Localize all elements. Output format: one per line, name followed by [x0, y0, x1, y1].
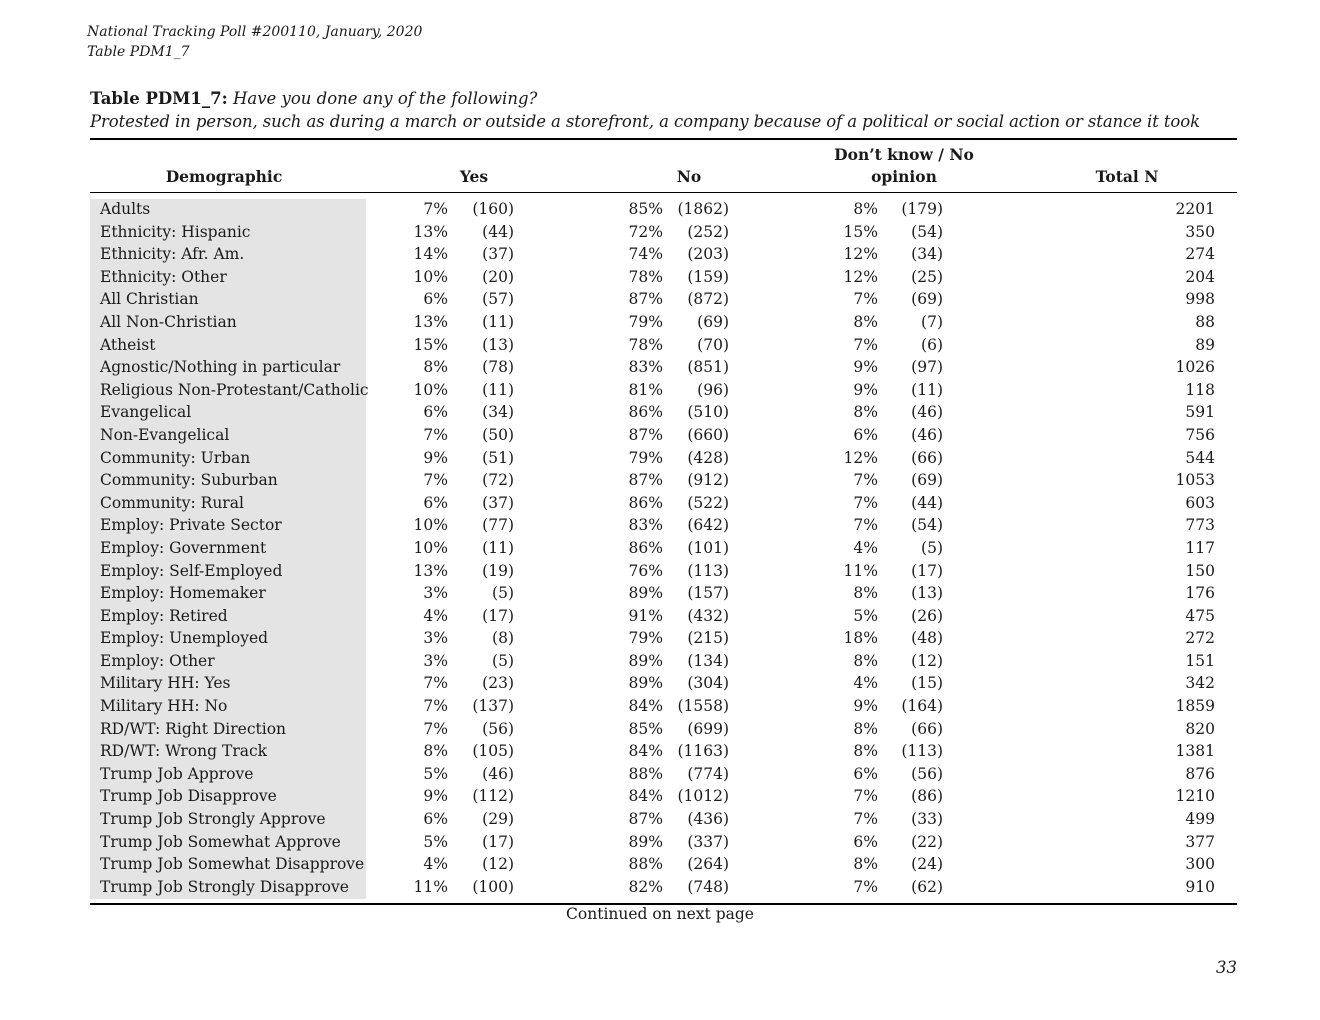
table-row [0, 808, 1320, 831]
no-count: (113) [687, 561, 729, 580]
yes-count: (57) [482, 290, 514, 309]
dont-know-count: (113) [901, 742, 943, 761]
dont-know-count: (33) [911, 810, 943, 829]
no-count: (1163) [677, 742, 729, 761]
table-title-label: Table PDM1_7: [90, 89, 228, 108]
row-label: Employ: Self-Employed [100, 561, 283, 580]
row-label: Agnostic/Nothing in particular [100, 358, 341, 377]
total-n: 603 [1185, 493, 1215, 512]
yes-percent: 4% [423, 855, 448, 874]
table-question: Have you done any of the following? [232, 89, 538, 108]
total-n: 377 [1185, 832, 1215, 851]
dont-know-count: (69) [911, 290, 943, 309]
dont-know-percent: 8% [853, 651, 878, 670]
dont-know-percent: 11% [843, 561, 878, 580]
dont-know-count: (54) [911, 516, 943, 535]
no-percent: 85% [628, 719, 663, 738]
no-percent: 82% [628, 877, 663, 896]
no-percent: 89% [628, 674, 663, 693]
no-percent: 88% [628, 855, 663, 874]
yes-count: (56) [482, 719, 514, 738]
col-header-dont-know-line1: Don’t know / No [834, 145, 974, 164]
no-count: (851) [687, 358, 729, 377]
yes-count: (29) [482, 810, 514, 829]
row-label: All Christian [100, 290, 199, 309]
dont-know-percent: 12% [843, 245, 878, 264]
total-n: 1859 [1175, 697, 1215, 716]
dont-know-count: (6) [921, 335, 943, 354]
table-row [0, 763, 1320, 786]
table-row [0, 334, 1320, 357]
table-row [0, 492, 1320, 515]
no-count: (215) [687, 629, 729, 648]
table-row [0, 627, 1320, 650]
yes-count: (34) [482, 403, 514, 422]
dont-know-percent: 7% [853, 810, 878, 829]
total-n: 176 [1185, 584, 1215, 603]
no-count: (428) [687, 448, 729, 467]
row-label: Ethnicity: Hispanic [100, 222, 251, 241]
row-label: Ethnicity: Afr. Am. [100, 245, 245, 264]
yes-percent: 3% [423, 629, 448, 648]
table-row [0, 537, 1320, 560]
dont-know-percent: 7% [853, 471, 878, 490]
no-count: (70) [697, 335, 729, 354]
table-row [0, 198, 1320, 221]
col-header-total-n: Total N [1095, 167, 1159, 186]
dont-know-count: (48) [911, 629, 943, 648]
table-row [0, 560, 1320, 583]
table-row [0, 514, 1320, 537]
yes-percent: 7% [423, 674, 448, 693]
row-label: Community: Rural [100, 493, 244, 512]
col-header-yes: Yes [459, 167, 489, 186]
total-n: 998 [1185, 290, 1215, 309]
table-row [0, 447, 1320, 470]
yes-percent: 4% [423, 606, 448, 625]
yes-percent: 3% [423, 584, 448, 603]
page-number: 33 [1216, 958, 1237, 977]
total-n: 773 [1185, 516, 1215, 535]
table-body [0, 198, 1320, 898]
dont-know-percent: 9% [853, 358, 878, 377]
no-percent: 87% [628, 290, 663, 309]
yes-percent: 13% [413, 222, 448, 241]
yes-count: (105) [472, 742, 514, 761]
dont-know-percent: 15% [843, 222, 878, 241]
no-count: (101) [687, 538, 729, 557]
dont-know-count: (46) [911, 403, 943, 422]
no-count: (510) [687, 403, 729, 422]
dont-know-count: (56) [911, 764, 943, 783]
total-n: 475 [1185, 606, 1215, 625]
table-row [0, 243, 1320, 266]
yes-count: (11) [482, 380, 514, 399]
row-label: Community: Urban [100, 448, 251, 467]
no-count: (774) [687, 764, 729, 783]
no-count: (699) [687, 719, 729, 738]
yes-count: (46) [482, 764, 514, 783]
no-count: (252) [687, 222, 729, 241]
dont-know-count: (34) [911, 245, 943, 264]
row-label: Trump Job Disapprove [100, 787, 277, 806]
total-n: 544 [1185, 448, 1215, 467]
table-row [0, 356, 1320, 379]
yes-count: (78) [482, 358, 514, 377]
no-percent: 89% [628, 651, 663, 670]
table-row [0, 401, 1320, 424]
total-n: 204 [1185, 267, 1215, 286]
col-header-no: No [676, 167, 702, 186]
total-n: 756 [1185, 425, 1215, 444]
yes-percent: 7% [423, 425, 448, 444]
yes-count: (37) [482, 493, 514, 512]
row-label: Community: Suburban [100, 471, 278, 490]
dont-know-count: (86) [911, 787, 943, 806]
no-count: (660) [687, 425, 729, 444]
yes-count: (23) [482, 674, 514, 693]
dont-know-percent: 7% [853, 787, 878, 806]
dont-know-percent: 8% [853, 719, 878, 738]
table-row [0, 605, 1320, 628]
total-n: 272 [1185, 629, 1215, 648]
dont-know-count: (13) [911, 584, 943, 603]
row-label: Employ: Homemaker [100, 584, 266, 603]
total-n: 342 [1185, 674, 1215, 693]
dont-know-percent: 12% [843, 267, 878, 286]
yes-percent: 14% [413, 245, 448, 264]
yes-percent: 11% [413, 877, 448, 896]
row-label: Employ: Unemployed [100, 629, 269, 648]
yes-percent: 8% [423, 358, 448, 377]
no-percent: 86% [628, 493, 663, 512]
no-percent: 84% [628, 742, 663, 761]
yes-count: (13) [482, 335, 514, 354]
dont-know-percent: 6% [853, 425, 878, 444]
row-label: Evangelical [100, 403, 192, 422]
no-count: (304) [687, 674, 729, 693]
yes-percent: 7% [423, 719, 448, 738]
yes-percent: 6% [423, 290, 448, 309]
no-percent: 74% [628, 245, 663, 264]
table-row [0, 672, 1320, 695]
no-count: (159) [687, 267, 729, 286]
row-label: Employ: Private Sector [100, 516, 282, 535]
yes-percent: 10% [413, 538, 448, 557]
row-label: All Non-Christian [100, 312, 237, 331]
table-row [0, 876, 1320, 899]
yes-percent: 6% [423, 493, 448, 512]
col-header-dont-know-line2: opinion [871, 167, 937, 186]
total-n: 1210 [1175, 787, 1215, 806]
yes-count: (11) [482, 312, 514, 331]
yes-count: (112) [472, 787, 514, 806]
yes-percent: 7% [423, 697, 448, 716]
yes-count: (72) [482, 471, 514, 490]
table-row [0, 221, 1320, 244]
dont-know-percent: 5% [853, 606, 878, 625]
dont-know-count: (26) [911, 606, 943, 625]
running-header-title: National Tracking Poll #200110, January, 2020 [87, 24, 423, 40]
dont-know-percent: 7% [853, 493, 878, 512]
total-n: 150 [1185, 561, 1215, 580]
yes-percent: 15% [413, 335, 448, 354]
no-count: (1862) [677, 200, 729, 218]
table-subtitle: Protested in person, such as during a march or outside a storefront, a company because of a political or social action or stance it took [90, 112, 1200, 131]
header-rule [90, 192, 1237, 193]
no-count: (872) [687, 290, 729, 309]
total-n: 274 [1185, 245, 1215, 264]
yes-count: (17) [482, 832, 514, 851]
table-row [0, 311, 1320, 334]
yes-count: (77) [482, 516, 514, 535]
row-label: RD/WT: Wrong Track [100, 742, 268, 761]
yes-count: (160) [472, 200, 514, 218]
no-percent: 83% [628, 358, 663, 377]
total-n: 117 [1185, 538, 1215, 557]
table-row [0, 582, 1320, 605]
yes-percent: 6% [423, 403, 448, 422]
no-percent: 88% [628, 764, 663, 783]
total-n: 1026 [1175, 358, 1215, 377]
dont-know-count: (66) [911, 719, 943, 738]
row-label: Employ: Other [100, 651, 215, 670]
no-percent: 79% [628, 448, 663, 467]
yes-count: (12) [482, 855, 514, 874]
total-n: 820 [1185, 719, 1215, 738]
yes-percent: 8% [423, 742, 448, 761]
no-percent: 81% [628, 380, 663, 399]
dont-know-percent: 9% [853, 380, 878, 399]
no-percent: 87% [628, 810, 663, 829]
table-row [0, 718, 1320, 741]
no-count: (642) [687, 516, 729, 535]
yes-percent: 10% [413, 516, 448, 535]
total-n: 1053 [1175, 471, 1215, 490]
table-row [0, 831, 1320, 854]
dont-know-percent: 7% [853, 877, 878, 896]
dont-know-count: (7) [921, 312, 943, 331]
dont-know-count: (62) [911, 877, 943, 896]
row-label: Military HH: Yes [100, 674, 231, 693]
row-label: Trump Job Somewhat Disapprove [100, 855, 365, 874]
dont-know-percent: 4% [853, 538, 878, 557]
no-count: (432) [687, 606, 729, 625]
table-row [0, 379, 1320, 402]
no-count: (1012) [677, 787, 729, 806]
dont-know-count: (164) [901, 697, 943, 716]
no-percent: 79% [628, 629, 663, 648]
yes-count: (20) [482, 267, 514, 286]
dont-know-percent: 9% [853, 697, 878, 716]
table-row [0, 650, 1320, 673]
dont-know-count: (54) [911, 222, 943, 241]
continued-note: Continued on next page [566, 905, 754, 923]
yes-percent: 10% [413, 380, 448, 399]
yes-percent: 6% [423, 810, 448, 829]
dont-know-count: (44) [911, 493, 943, 512]
total-n: 591 [1185, 403, 1215, 422]
dont-know-count: (25) [911, 267, 943, 286]
yes-count: (50) [482, 425, 514, 444]
no-percent: 87% [628, 471, 663, 490]
yes-percent: 10% [413, 267, 448, 286]
dont-know-percent: 6% [853, 832, 878, 851]
no-percent: 72% [628, 222, 663, 241]
yes-count: (17) [482, 606, 514, 625]
dont-know-count: (66) [911, 448, 943, 467]
yes-percent: 9% [423, 448, 448, 467]
no-percent: 89% [628, 584, 663, 603]
dont-know-percent: 8% [853, 584, 878, 603]
dont-know-percent: 7% [853, 290, 878, 309]
row-label: Employ: Government [100, 538, 267, 557]
table-title [90, 88, 537, 110]
no-count: (522) [687, 493, 729, 512]
no-count: (912) [687, 471, 729, 490]
table-row [0, 288, 1320, 311]
table-row [0, 695, 1320, 718]
total-n: 118 [1185, 380, 1215, 399]
dont-know-percent: 8% [853, 403, 878, 422]
no-count: (134) [687, 651, 729, 670]
row-label: Military HH: No [100, 697, 228, 716]
yes-count: (19) [482, 561, 514, 580]
row-label: Trump Job Strongly Disapprove [100, 877, 349, 896]
no-count: (96) [697, 380, 729, 399]
row-label: Trump Job Somewhat Approve [100, 832, 341, 851]
col-header-dont-know [804, 144, 1004, 188]
no-percent: 78% [628, 335, 663, 354]
yes-percent: 5% [423, 832, 448, 851]
row-label: Trump Job Approve [100, 764, 254, 783]
table-row [0, 469, 1320, 492]
dont-know-percent: 8% [853, 312, 878, 331]
yes-count: (8) [492, 629, 514, 648]
no-count: (203) [687, 245, 729, 264]
no-percent: 78% [628, 267, 663, 286]
yes-count: (100) [472, 877, 514, 896]
yes-count: (51) [482, 448, 514, 467]
total-n: 89 [1195, 335, 1215, 354]
row-label: Employ: Retired [100, 606, 228, 625]
total-n: 910 [1185, 877, 1215, 896]
no-count: (1558) [677, 697, 729, 716]
no-percent: 89% [628, 832, 663, 851]
yes-count: (44) [482, 222, 514, 241]
no-percent: 84% [628, 787, 663, 806]
dont-know-percent: 8% [853, 200, 878, 218]
no-percent: 87% [628, 425, 663, 444]
dont-know-count: (22) [911, 832, 943, 851]
total-n: 88 [1195, 312, 1215, 331]
yes-count: (37) [482, 245, 514, 264]
dont-know-count: (11) [911, 380, 943, 399]
yes-count: (11) [482, 538, 514, 557]
row-label: Non-Evangelical [100, 425, 230, 444]
table-row [0, 424, 1320, 447]
total-n: 151 [1185, 651, 1215, 670]
no-percent: 85% [628, 200, 663, 218]
yes-percent: 13% [413, 561, 448, 580]
no-percent: 76% [628, 561, 663, 580]
dont-know-count: (179) [901, 200, 943, 218]
yes-count: (5) [492, 651, 514, 670]
yes-percent: 9% [423, 787, 448, 806]
dont-know-percent: 7% [853, 516, 878, 535]
table-row [0, 785, 1320, 808]
no-percent: 86% [628, 403, 663, 422]
no-percent: 79% [628, 312, 663, 331]
table-row [0, 266, 1320, 289]
yes-percent: 3% [423, 651, 448, 670]
no-count: (69) [697, 312, 729, 331]
dont-know-count: (12) [911, 651, 943, 670]
total-n: 499 [1185, 810, 1215, 829]
row-label: Trump Job Strongly Approve [100, 810, 326, 829]
dont-know-count: (17) [911, 561, 943, 580]
dont-know-percent: 4% [853, 674, 878, 693]
yes-percent: 7% [423, 471, 448, 490]
row-label: Atheist [100, 335, 156, 354]
row-label: Ethnicity: Other [100, 267, 227, 286]
dont-know-percent: 7% [853, 335, 878, 354]
dont-know-count: (24) [911, 855, 943, 874]
table-row [0, 853, 1320, 876]
yes-percent: 13% [413, 312, 448, 331]
yes-count: (137) [472, 697, 514, 716]
total-n: 350 [1185, 222, 1215, 241]
dont-know-percent: 8% [853, 855, 878, 874]
dont-know-count: (46) [911, 425, 943, 444]
no-count: (264) [687, 855, 729, 874]
yes-count: (5) [492, 584, 514, 603]
row-label: Religious Non-Protestant/Catholic [100, 380, 369, 399]
running-header-table: Table PDM1_7 [87, 44, 190, 60]
table-top-rule [90, 138, 1237, 140]
no-count: (748) [687, 877, 729, 896]
yes-percent: 7% [423, 200, 448, 218]
yes-percent: 5% [423, 764, 448, 783]
total-n: 876 [1185, 764, 1215, 783]
dont-know-percent: 8% [853, 742, 878, 761]
col-header-demographic: Demographic [165, 167, 283, 186]
dont-know-percent: 6% [853, 764, 878, 783]
dont-know-count: (5) [921, 538, 943, 557]
no-percent: 91% [628, 606, 663, 625]
no-count: (337) [687, 832, 729, 851]
total-n: 1381 [1175, 742, 1215, 761]
dont-know-count: (69) [911, 471, 943, 490]
dont-know-percent: 12% [843, 448, 878, 467]
no-count: (436) [687, 810, 729, 829]
total-n: 2201 [1175, 200, 1215, 218]
table-row [0, 740, 1320, 763]
no-percent: 83% [628, 516, 663, 535]
dont-know-count: (15) [911, 674, 943, 693]
no-percent: 86% [628, 538, 663, 557]
no-count: (157) [687, 584, 729, 603]
no-percent: 84% [628, 697, 663, 716]
dont-know-count: (97) [911, 358, 943, 377]
row-label: RD/WT: Right Direction [100, 719, 287, 738]
total-n: 300 [1185, 855, 1215, 874]
row-label: Adults [100, 200, 151, 218]
dont-know-percent: 18% [843, 629, 878, 648]
